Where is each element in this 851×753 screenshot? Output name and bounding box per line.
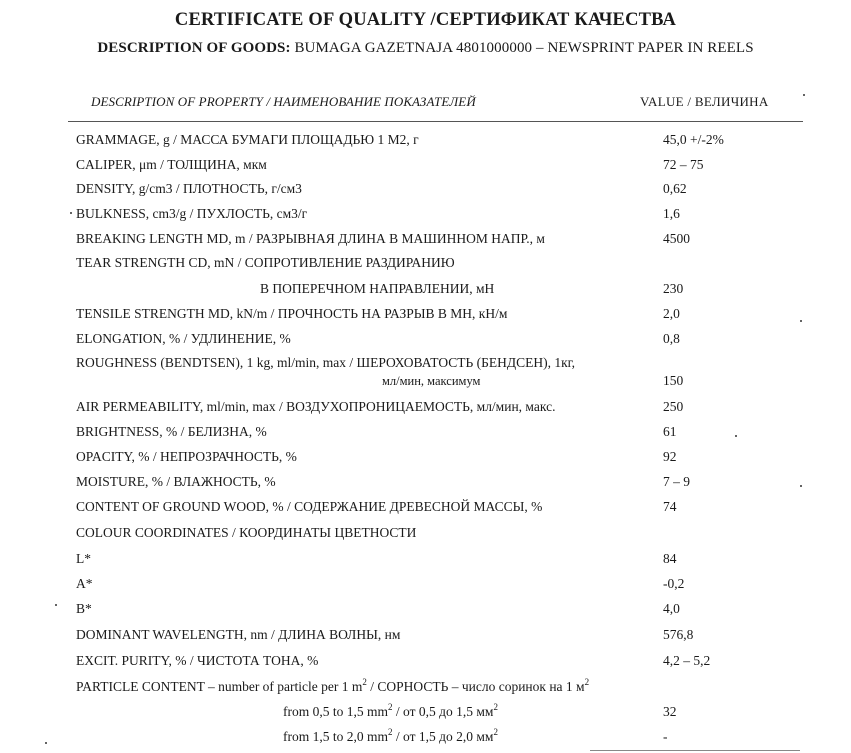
table-row [0,446,851,468]
table-row [0,178,851,200]
particle-range-ru: / от 1,5 до 2,0 мм [392,729,494,744]
property-value: 2,0 [663,306,680,321]
table-row [0,624,851,646]
table-row [0,278,851,300]
superscript: 2 [584,676,590,687]
property-value: 92 [663,449,677,464]
table-row [0,252,851,274]
property-label: MOISTURE, % / ВЛАЖНОСТЬ, % [76,474,276,489]
particle-content-label-en: PARTICLE CONTENT – number of particle per 1 m [76,679,363,694]
property-value: 576,8 [663,627,694,642]
superscript: 2 [493,701,498,712]
property-label: DENSITY, g/cm3 / ПЛОТНОСТЬ, г/см3 [76,181,302,196]
property-value: 0,8 [663,331,680,346]
property-value: 4,0 [663,601,680,616]
table-row [0,471,851,493]
table-row [0,598,851,620]
property-value: 230 [663,281,684,296]
property-label [76,676,589,698]
property-label: B* [76,601,92,616]
scan-speck [70,212,72,214]
property-value: 45,0 +/-2% [663,132,724,147]
column-header-value: VALUE / ВЕЛИЧИНА [640,94,769,109]
property-label: ELONGATION, % / УДЛИНЕНИЕ, % [76,331,291,346]
property-label: TEAR STRENGTH CD, mN / СОПРОТИВЛЕНИЕ РАЗДИРАНИЮ [76,255,455,270]
property-label: EXCIT. PURITY, % / ЧИСТОТА ТОНА, % [76,653,319,668]
property-label: AIR PERMEABILITY, ml/min, max / ВОЗДУХОПРОНИЦАЕМОСТЬ, мл/мин, макс. [76,399,556,414]
property-value: 0,62 [663,181,687,196]
goods-description-label: DESCRIPTION OF GOODS: [97,40,291,56]
page-edge-line [590,750,800,751]
goods-description-text: BUMAGA GAZETNAJA 4801000000 – NEWSPRINT PAPER IN REELS [290,40,754,56]
table-row [0,650,851,672]
property-value: 84 [663,551,677,566]
scan-speck [800,320,802,322]
superscript: 2 [362,676,367,687]
table-row [0,548,851,570]
table-row [0,573,851,595]
property-value: -0,2 [663,576,685,591]
property-label: OPACITY, % / НЕПРОЗРАЧНОСТЬ, % [76,449,297,464]
table-row [0,726,851,748]
property-label: L* [76,551,91,566]
scan-speck [735,435,737,437]
column-header-property: DESCRIPTION OF PROPERTY / НАИМЕНОВАНИЕ ПОКАЗАТЕЛЕЙ [91,94,476,109]
scan-speck [45,742,47,744]
property-value: 4500 [663,231,690,246]
particle-range-ru: / от 0,5 до 1,5 мм [392,704,494,719]
property-value: 150 [663,373,684,388]
particle-range-en: from 1,5 to 2,0 mm [283,729,388,744]
goods-description [0,40,851,57]
property-value: - [663,729,668,744]
table-row [0,701,851,723]
table-row [0,496,851,518]
property-value: 32 [663,704,677,719]
property-value: 1,6 [663,206,680,221]
superscript: 2 [388,701,393,712]
table-row [0,303,851,325]
property-label: CONTENT OF GROUND WOOD, % / СОДЕРЖАНИЕ ДРЕВЕСНОЙ МАССЫ, % [76,499,543,514]
property-value: 72 – 75 [663,157,704,172]
property-value: 7 – 9 [663,474,690,489]
table-row [0,228,851,250]
table-row [0,370,851,392]
table-row [0,396,851,418]
table-row [0,676,851,698]
table-row [0,328,851,350]
property-label: DOMINANT WAVELENGTH, nm / ДЛИНА ВОЛНЫ, нм [76,627,401,642]
superscript: 2 [493,726,498,737]
particle-content-label-ru: / СОРНОСТЬ – число соринок на 1 м [366,679,585,694]
property-value: 74 [663,499,677,514]
property-label: В ПОПЕРЕЧНОМ НАПРАВЛЕНИИ, мН [260,281,495,296]
property-label: мл/мин, максимум [382,374,481,388]
property-label: A* [76,576,93,591]
property-label: GRAMMAGE, g / МАССА БУМАГИ ПЛОЩАДЬЮ 1 М2, г [76,132,419,147]
superscript: 2 [388,726,393,737]
property-label [283,701,498,723]
scan-speck [800,485,802,487]
property-label: BRIGHTNESS, % / БЕЛИЗНА, % [76,424,267,439]
scan-speck [55,604,57,606]
header-divider [68,121,803,122]
particle-range-en: from 0,5 to 1,5 mm [283,704,388,719]
table-row [0,129,851,151]
table-row [0,154,851,176]
property-label [283,726,498,748]
property-label: ROUGHNESS (BENDTSEN), 1 kg, ml/min, max / ШЕРОХОВАТОСТЬ (БЕНДСЕН), 1кг, [76,355,576,370]
property-value: 61 [663,424,677,439]
table-row [0,421,851,443]
property-label: BREAKING LENGTH MD, m / РАЗРЫВНАЯ ДЛИНА В МАШИННОМ НАПР., м [76,231,545,246]
table-row [0,522,851,544]
table-row [0,203,851,225]
property-label: CALIPER, μm / ТОЛЩИНА, мкм [76,157,267,172]
property-label: TENSILE STRENGTH MD, kN/m / ПРОЧНОСТЬ НА РАЗРЫВ В МН, кН/м [76,306,508,321]
property-label: BULKNESS, cm3/g / ПУХЛОСТЬ, см3/г [76,206,308,221]
property-value: 4,2 – 5,2 [663,653,711,668]
certificate-title: CERTIFICATE OF QUALITY /СЕРТИФИКАТ КАЧЕСТВА [174,10,677,30]
property-label: COLOUR COORDINATES / КООРДИНАТЫ ЦВЕТНОСТИ [76,525,417,540]
scan-speck [803,94,805,96]
property-value: 250 [663,399,684,414]
